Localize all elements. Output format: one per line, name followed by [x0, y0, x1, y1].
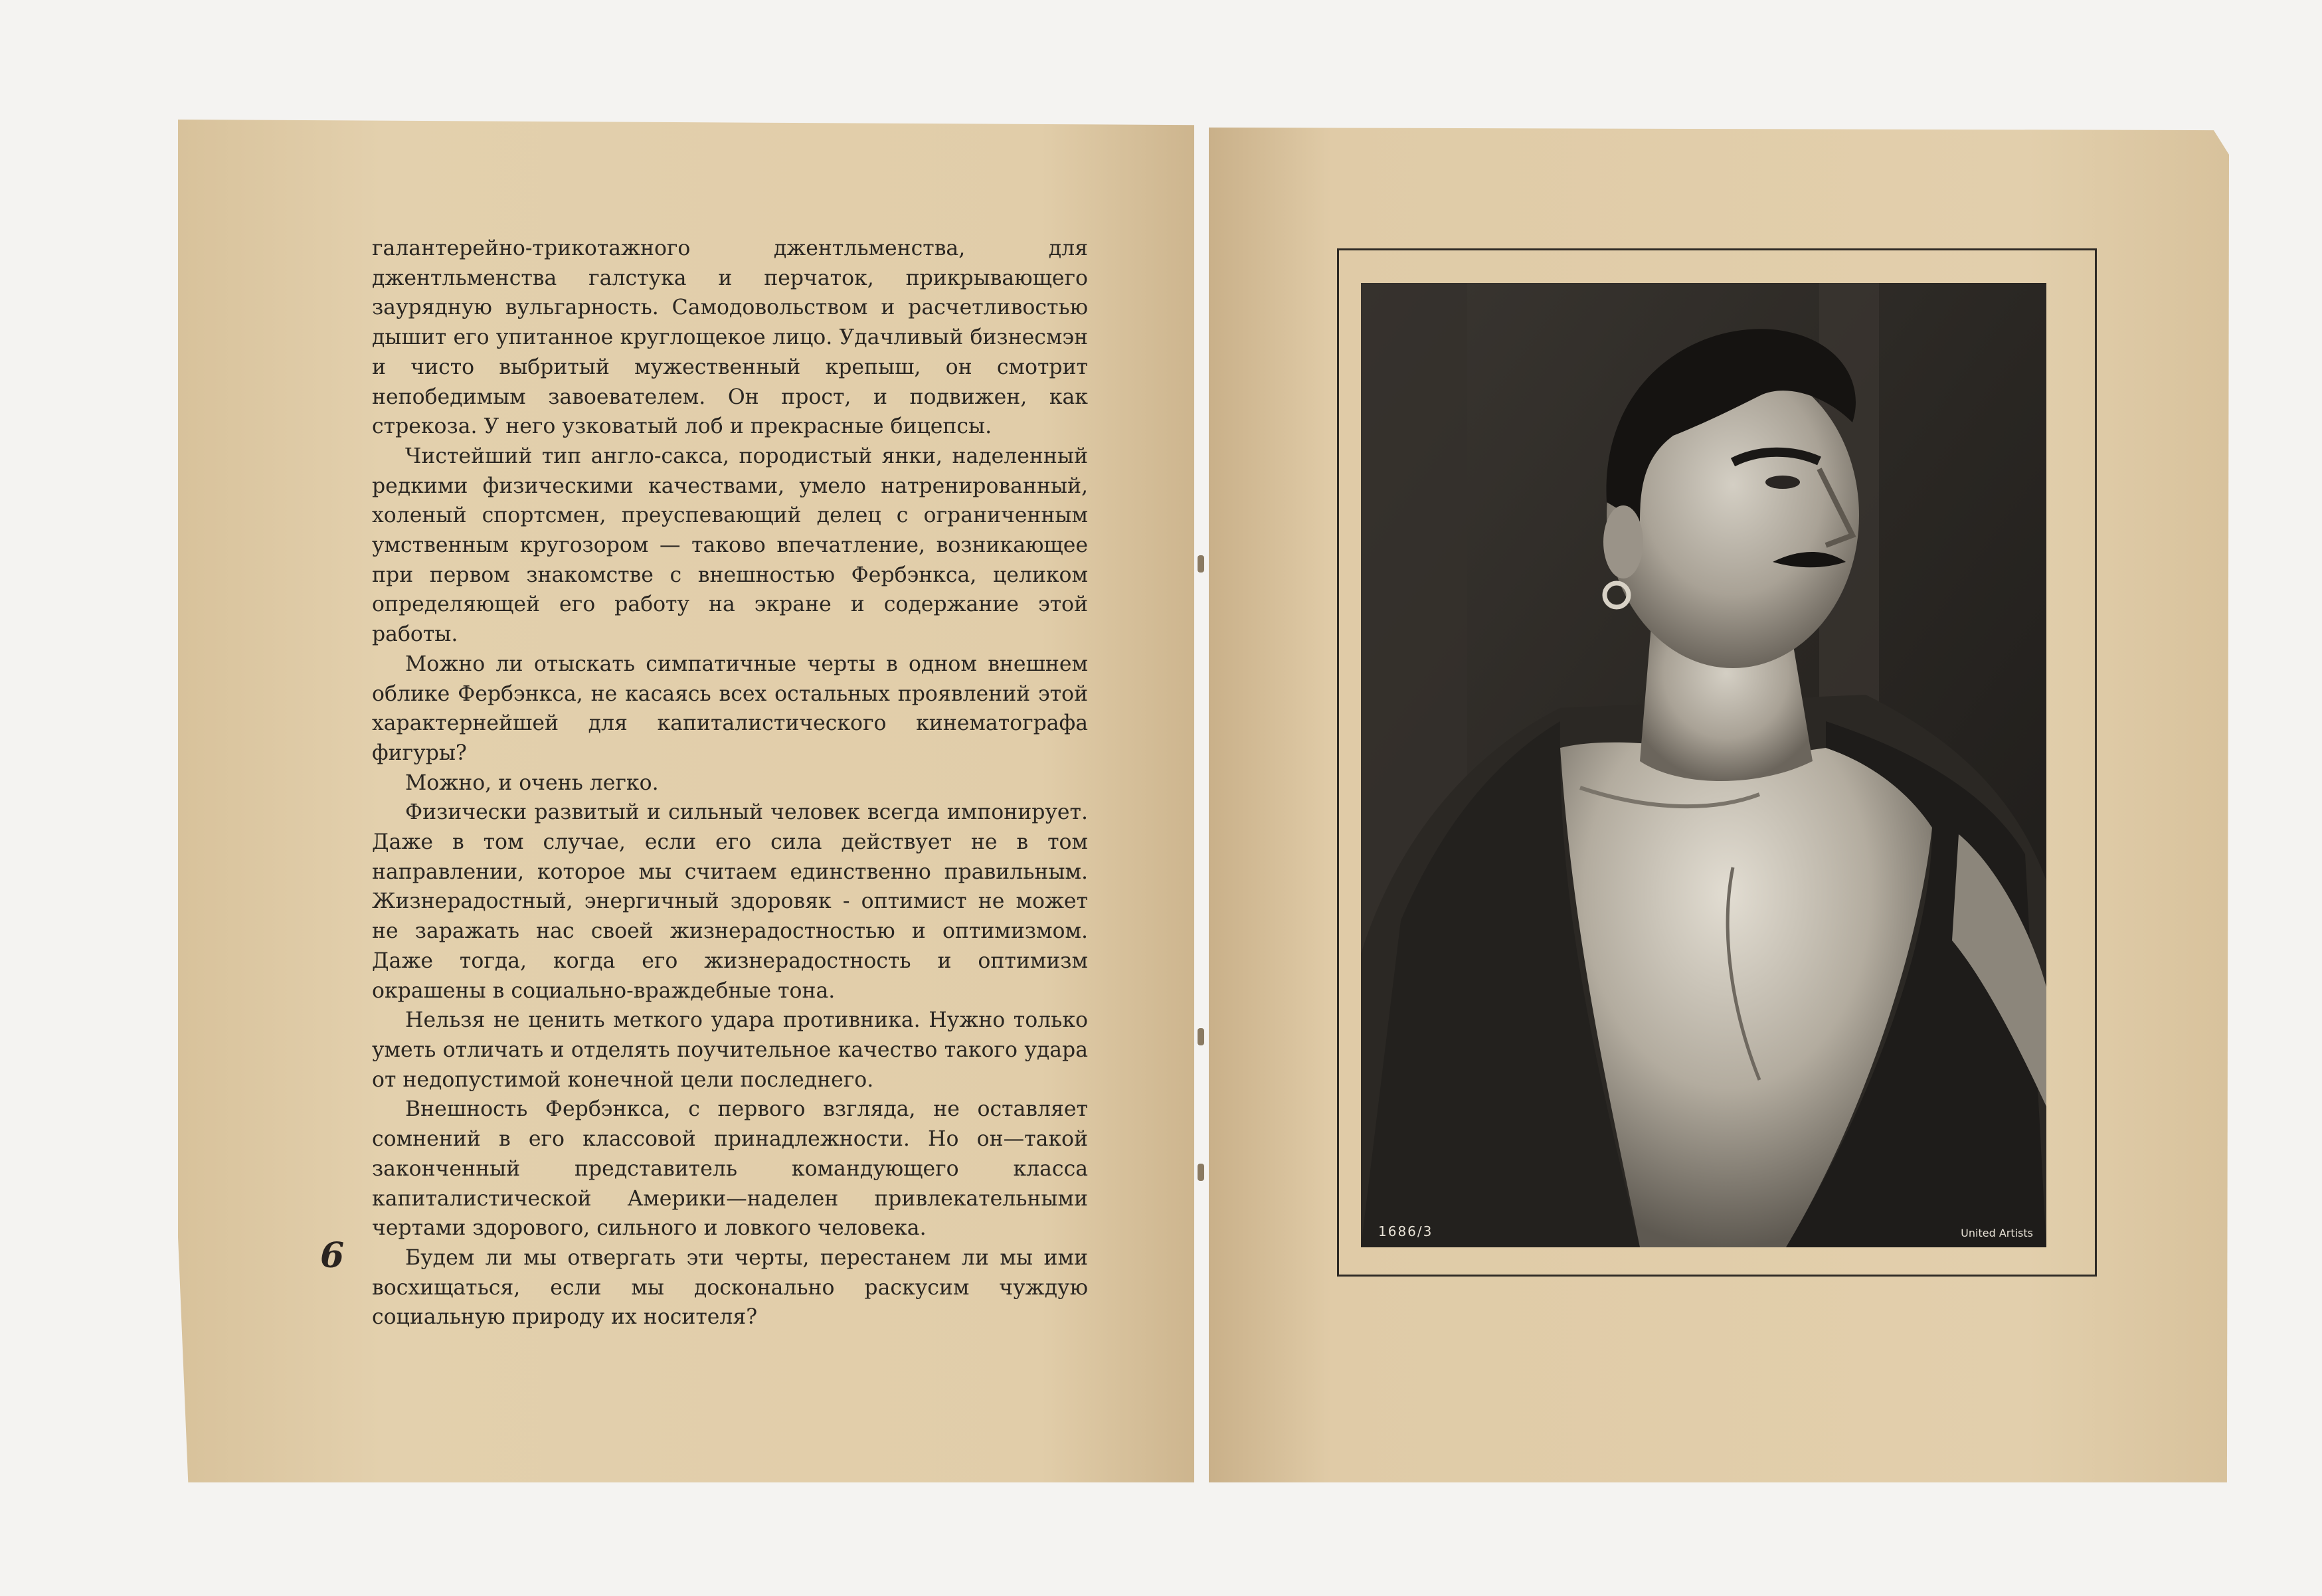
paragraph: Можно ли отыскать симпатичные черты в одном внешнем облике Фербэнкса, не касаясь всех остальных проявлений этой характернейшей для капиталистического кинематографа фигуры? — [372, 652, 1088, 765]
paragraph: Будем ли мы отвергать эти черты, перестанем ли мы ими восхищаться, если мы досконально раскусим чуждую социальную природу их носителя? — [372, 1245, 1088, 1330]
paragraph: Чистейший тип англо-сакса, породистый янки, наделенный редкими физическими качествами, умело натренированный, холеный спортсмен, преуспевающий делец с ограниченным умственным кругозором — таково впечатление, возникающее при первом знакомстве с внешностью Фербэнкса, целиком определяющей его работу на экране и содержание этой работы. — [372, 444, 1088, 647]
paragraph: Нельзя не ценить меткого удара противника. Нужно только уметь отличать и отделять поучительное качество такого удара от недопустимой конечной цели последнего. — [372, 1008, 1088, 1092]
paragraph: Внешность Фербэнкса, с первого взгляда, не оставляет сомнений в его классовой принадлежности. Но он—такой законченный представитель командующего класса капиталистической Америки—наделен привлекательными чертами здорового, сильного и ловкого человека. — [372, 1097, 1088, 1241]
paragraph: галантерейно-трикотажного джентльменства, для джентльменства галстука и перчаток, прикрывающего заурядную вульгарность. Самодовольством и расчетливостью дышит его упитанное круглощекое лицо. Удачливый бизнесмэн и чисто выбритый мужественный крепыш, он смотрит непобедимым завоевателем. Он прост, и подвижен, как стрекоза. У него узковатый лоб и прекрасные бицепсы. — [372, 236, 1088, 439]
body-text — [372, 234, 1088, 1332]
paragraph: Можно, и очень легко. — [405, 770, 659, 795]
portrait-photo — [1361, 283, 2046, 1247]
photo-code: 1686/3 — [1378, 1223, 1433, 1239]
binding-stitch — [1198, 1164, 1204, 1181]
binding-stitch — [1198, 555, 1204, 573]
paragraph: Физически развитый и сильный человек всегда импонирует. Даже в том случае, если его сила действует не в том направлении, которое мы считаем единственно правильным. Жизнерадостный, энергичный здоровяк - оптимист не может не заражать нас своей жизнерадостностью и оптимизмом. Даже тогда, когда его жизнерадостность и оптимизм окрашены в социально-враждебные тона. — [372, 800, 1088, 1003]
page-number: 6 — [320, 1235, 345, 1276]
portrait-image — [1361, 283, 2046, 1247]
photo-credit: United Artists — [1961, 1227, 2033, 1239]
binding-stitch — [1198, 1028, 1204, 1045]
